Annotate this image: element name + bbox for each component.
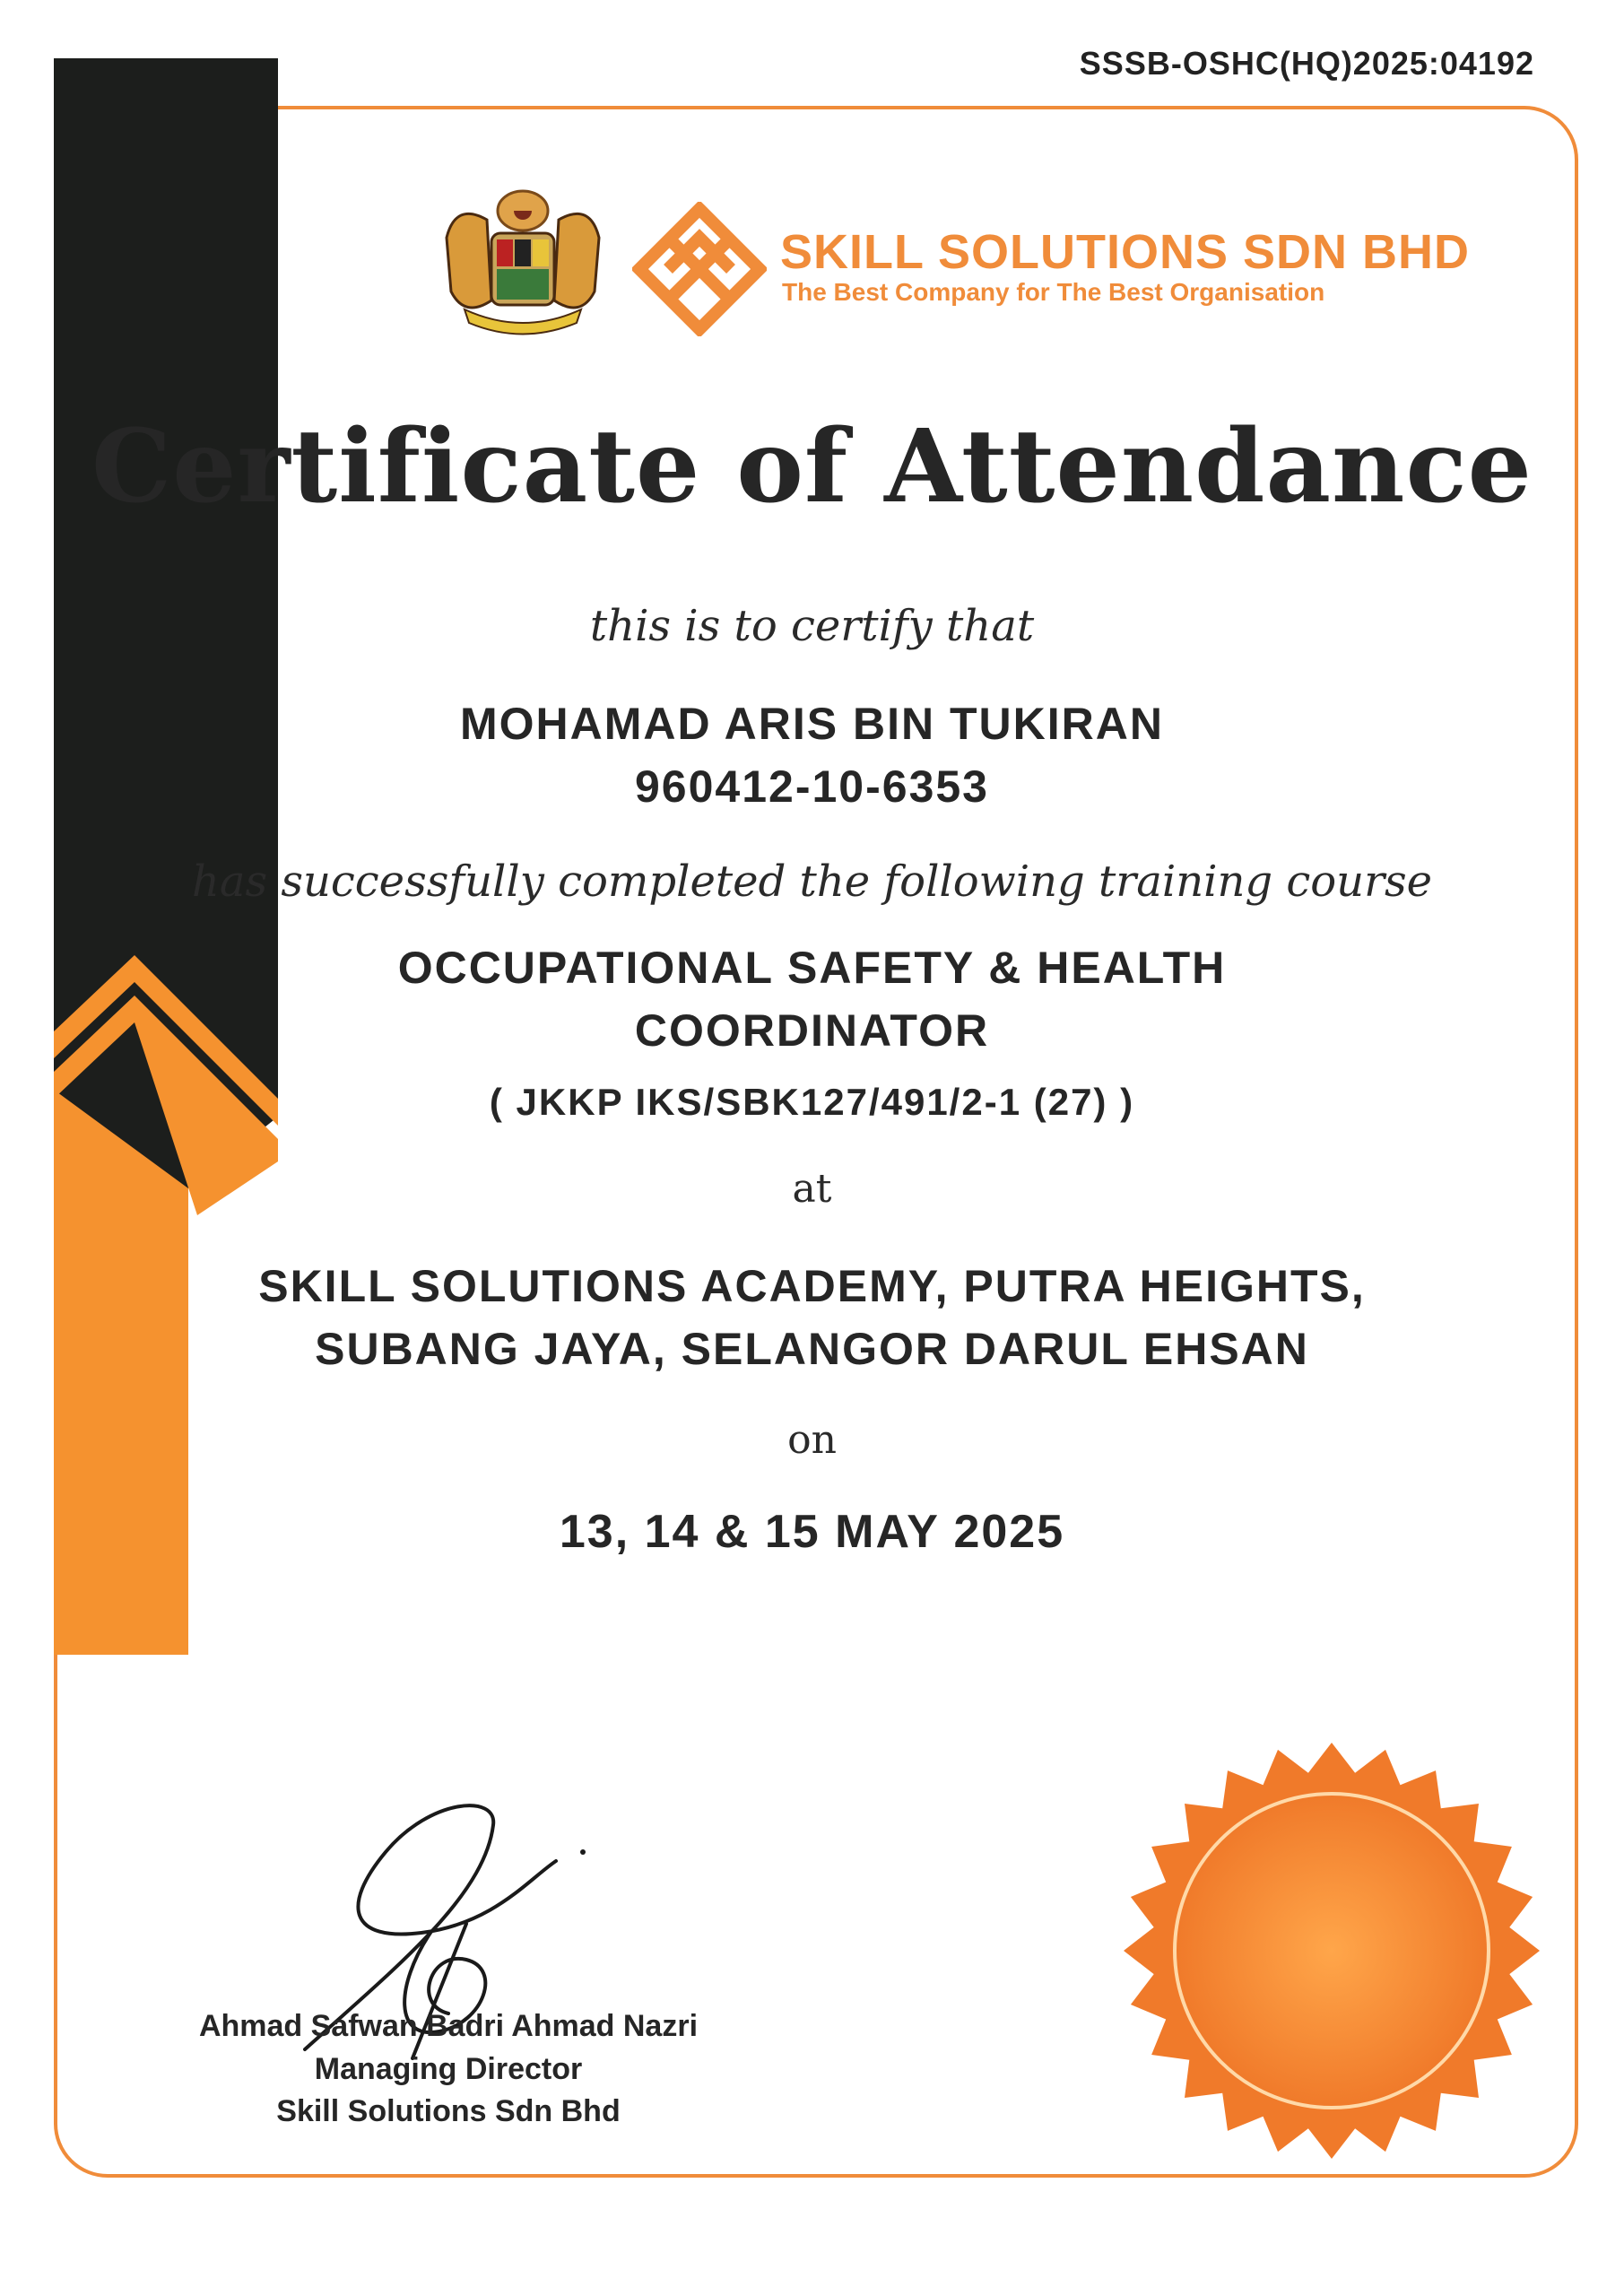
on-text: on: [787, 1417, 837, 1463]
course-name-line1: OCCUPATIONAL SAFETY & HEALTH: [397, 943, 1227, 993]
certificate-reference-number: SSSB-OSHC(HQ)2025:04192: [1079, 45, 1534, 82]
completed-text: has successfully completed the following training course: [191, 857, 1433, 907]
course-date: 13, 14 & 15 MAY 2025: [559, 1506, 1065, 1558]
orange-seal: [1121, 1735, 1542, 2166]
recipient-id: 960412-10-6353: [635, 761, 989, 812]
venue-line1: SKILL SOLUTIONS ACADEMY, PUTRA HEIGHTS,: [258, 1261, 1366, 1311]
signatory-company: Skill Solutions Sdn Bhd: [276, 2094, 621, 2128]
venue-line2: SUBANG JAYA, SELANGOR DARUL EHSAN: [315, 1324, 1309, 1374]
skill-solutions-logo-icon: [632, 202, 767, 336]
certify-text: this is to certify that: [589, 601, 1035, 651]
signatory-name: Ahmad Safwan Badri Ahmad Nazri: [198, 2009, 699, 2043]
company-name: SKILL SOLUTIONS SDN BHD: [780, 225, 1471, 279]
company-tagline: The Best Company for The Best Organisation: [782, 278, 1325, 306]
certificate-title: Certificate of Attendance: [91, 408, 1533, 526]
at-text: at: [792, 1166, 832, 1212]
signatory-position: Managing Director: [314, 2052, 583, 2086]
course-code: ( JKKP IKS/SBK127/491/2-1 (27) ): [489, 1081, 1135, 1123]
recipient-name: MOHAMAD ARIS BIN TUKIRAN: [460, 699, 1164, 749]
coat-of-arms-emblem: [438, 184, 608, 336]
course-name-line2: COORDINATOR: [634, 1005, 990, 1056]
